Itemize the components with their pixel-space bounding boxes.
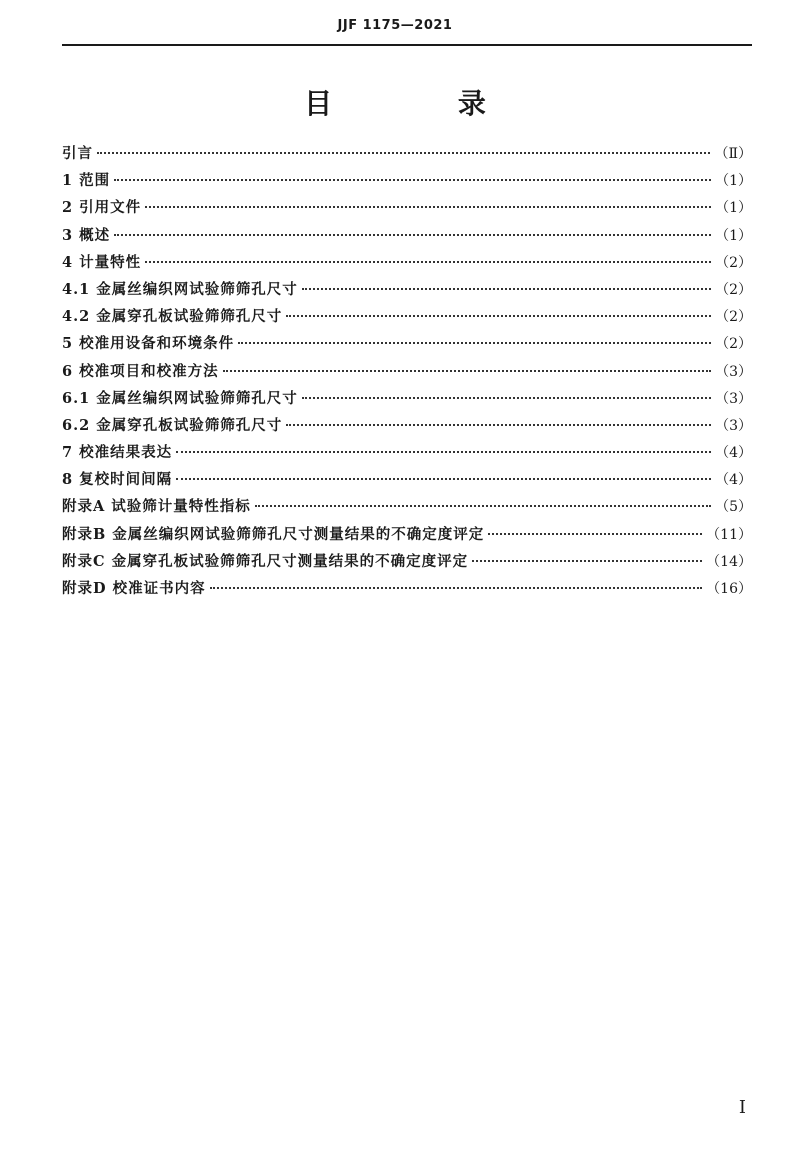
toc-entry[interactable] bbox=[62, 142, 752, 169]
toc-entry-page: （1） bbox=[715, 200, 752, 217]
toc-entry[interactable] bbox=[62, 169, 752, 196]
toc-entry-page: （16） bbox=[706, 581, 752, 597]
dot-leader bbox=[302, 397, 711, 399]
toc-entry-label: 附录A 试验筛计量特性指标 bbox=[62, 498, 251, 516]
toc-entry-page: （4） bbox=[715, 472, 752, 489]
dot-leader bbox=[238, 342, 711, 344]
toc-entry[interactable] bbox=[62, 305, 752, 332]
toc-entry-label: 附录B 金属丝编织网试验筛筛孔尺寸测量结果的不确定度评定 bbox=[62, 525, 485, 543]
toc-entry-page: （1） bbox=[715, 173, 752, 190]
dot-leader bbox=[286, 424, 711, 426]
toc-entry[interactable] bbox=[62, 332, 752, 359]
toc-entry[interactable] bbox=[62, 468, 752, 495]
toc-entry-page: （3） bbox=[715, 390, 752, 407]
dot-leader bbox=[210, 587, 703, 589]
toc-entry-label: 5 校准用设备和环境条件 bbox=[62, 335, 235, 353]
dot-leader bbox=[97, 152, 710, 154]
toc-entry-page: （2） bbox=[715, 281, 752, 298]
toc-entry[interactable] bbox=[62, 387, 752, 414]
dot-leader bbox=[114, 234, 711, 236]
toc-entry[interactable] bbox=[62, 360, 752, 387]
toc-entry-page: （3） bbox=[715, 417, 752, 434]
toc-entry-page: （3） bbox=[715, 363, 752, 380]
page-number: I bbox=[738, 1097, 746, 1118]
header-rule bbox=[62, 44, 752, 46]
toc-entry-label: 7 校准结果表达 bbox=[62, 444, 173, 462]
toc-entry[interactable] bbox=[62, 196, 752, 223]
dot-leader bbox=[286, 315, 711, 317]
toc-entry[interactable] bbox=[62, 550, 752, 577]
toc-entry[interactable] bbox=[62, 441, 752, 468]
toc-entry-label: 6 校准项目和校准方法 bbox=[62, 362, 219, 380]
toc-entry[interactable] bbox=[62, 251, 752, 278]
table-of-contents bbox=[62, 142, 752, 604]
toc-entry[interactable] bbox=[62, 495, 752, 522]
dot-leader bbox=[145, 261, 711, 263]
toc-entry[interactable] bbox=[62, 414, 752, 441]
toc-entry-label: 引言 bbox=[62, 145, 93, 162]
toc-entry-label: 附录D 校准证书内容 bbox=[62, 580, 206, 597]
dot-leader bbox=[488, 533, 702, 535]
dot-leader bbox=[114, 179, 711, 181]
dot-leader bbox=[302, 288, 711, 290]
toc-entry-page: （1） bbox=[715, 227, 752, 244]
toc-entry[interactable] bbox=[62, 523, 752, 550]
page-title: 目 录 bbox=[304, 87, 544, 120]
toc-entry-page: （2） bbox=[715, 254, 752, 271]
dot-leader bbox=[223, 370, 711, 372]
toc-entry-label: 4.2 金属穿孔板试验筛筛孔尺寸 bbox=[62, 308, 283, 326]
running-header: JJF 1175—2021 bbox=[337, 18, 453, 33]
toc-entry-page: （2） bbox=[715, 336, 752, 353]
dot-leader bbox=[472, 560, 702, 562]
toc-entry-label: 4 计量特性 bbox=[62, 253, 142, 271]
toc-entry-label: 1 范围 bbox=[62, 172, 111, 190]
toc-entry-label: 8 复校时间间隔 bbox=[62, 471, 173, 489]
toc-entry-label: 6.2 金属穿孔板试验筛筛孔尺寸 bbox=[62, 416, 283, 434]
toc-entry-label: 2 引用文件 bbox=[62, 199, 142, 217]
dot-leader bbox=[176, 478, 711, 480]
toc-entry-page: （11） bbox=[706, 526, 752, 543]
dot-leader bbox=[255, 505, 711, 507]
toc-entry-page: （2） bbox=[715, 309, 752, 326]
dot-leader bbox=[176, 451, 711, 453]
toc-entry-label: 附录C 金属穿孔板试验筛筛孔尺寸测量结果的不确定度评定 bbox=[62, 552, 469, 570]
toc-entry-label: 4.1 金属丝编织网试验筛筛孔尺寸 bbox=[62, 280, 298, 298]
toc-entry-label: 3 概述 bbox=[62, 226, 111, 244]
toc-entry-page: （Ⅱ） bbox=[714, 146, 752, 162]
toc-entry-page: （4） bbox=[715, 445, 752, 462]
toc-entry-page: （5） bbox=[715, 499, 752, 516]
toc-entry-page: （14） bbox=[706, 553, 752, 570]
toc-entry[interactable] bbox=[62, 278, 752, 305]
dot-leader bbox=[145, 206, 711, 208]
toc-entry[interactable] bbox=[62, 577, 752, 604]
toc-entry-label: 6.1 金属丝编织网试验筛筛孔尺寸 bbox=[62, 389, 298, 407]
toc-entry[interactable] bbox=[62, 224, 752, 251]
